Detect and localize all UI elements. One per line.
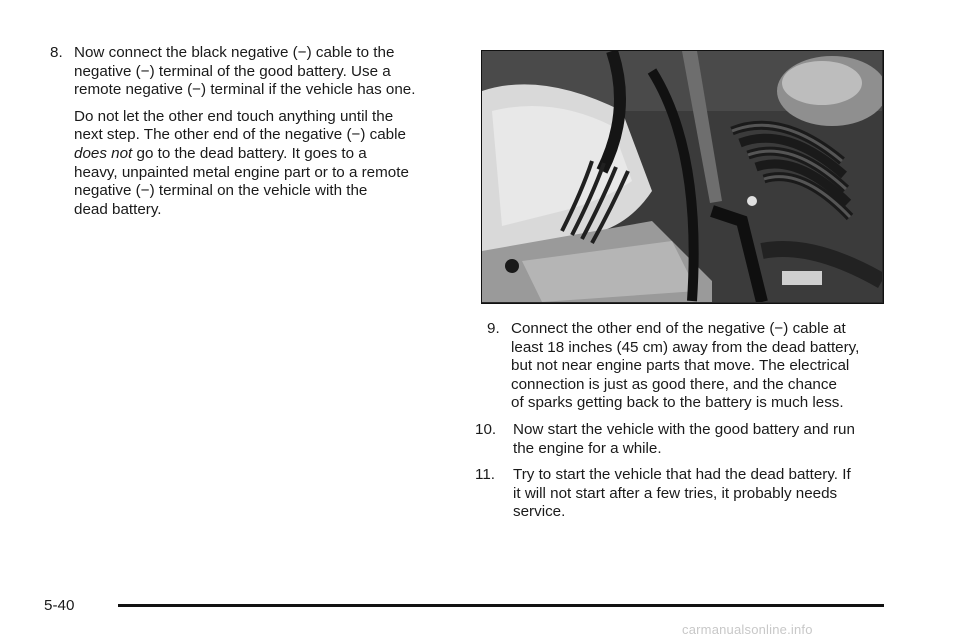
footer-rule: [118, 604, 884, 607]
step-text-line: negative (−) terminal of the good battery. Use a: [74, 62, 391, 80]
right-column: [475, 320, 897, 530]
paragraph-line: negative (−) terminal on the vehicle with the: [74, 182, 368, 200]
step-number: 8.: [50, 44, 63, 61]
step-number: 11.: [475, 466, 495, 484]
step-text-line: Now connect the black negative (−) cable to the: [74, 44, 395, 61]
step-text-line: it will not start after a few tries, it probably needs: [513, 484, 838, 502]
engine-bay-photo: [481, 50, 884, 304]
caution-paragraph: [74, 108, 450, 220]
step-9: [487, 320, 897, 413]
step-text-line: but not near engine parts that move. The electrical: [511, 357, 850, 375]
step-text-line: Try to start the vehicle that had the dead battery. If: [513, 466, 851, 484]
engine-illustration: [482, 51, 882, 302]
paragraph-line: Do not let the other end touch anything until the: [74, 107, 394, 125]
paragraph-line: [74, 145, 450, 164]
step-number: 10.: [475, 420, 497, 438]
step-text-line: least 18 inches (45 cm) away from the dead battery,: [511, 338, 860, 356]
page-number: 5-40: [44, 597, 75, 614]
paragraph-line: dead battery.: [74, 200, 162, 218]
step-text-line: remote negative (−) terminal if the vehicle has one.: [74, 81, 416, 99]
step-text-line: the engine for a while.: [513, 439, 662, 457]
step-10: [475, 420, 897, 458]
paragraph-line: heavy, unpainted metal engine part or to a remote: [74, 163, 409, 181]
step-text-line: Now start the vehicle with the good battery and run: [513, 420, 855, 438]
step-number: 9.: [487, 320, 500, 337]
step-text-line: Connect the other end of the negative (−) cable at: [511, 320, 846, 337]
left-column: [50, 44, 450, 219]
step-8: [50, 44, 450, 100]
paragraph-text: go to the dead battery. It goes to a: [132, 144, 367, 162]
watermark: carmanualsonline.info: [682, 622, 813, 637]
step-text-line: service.: [513, 503, 566, 521]
step-text-line: of sparks getting back to the battery is much less.: [511, 394, 844, 412]
step-text-line: connection is just as good there, and the chance: [511, 375, 837, 393]
emphasis-text: does not: [74, 144, 133, 162]
step-11: [475, 466, 897, 522]
paragraph-line: next step. The other end of the negative (−) cable: [74, 126, 406, 144]
